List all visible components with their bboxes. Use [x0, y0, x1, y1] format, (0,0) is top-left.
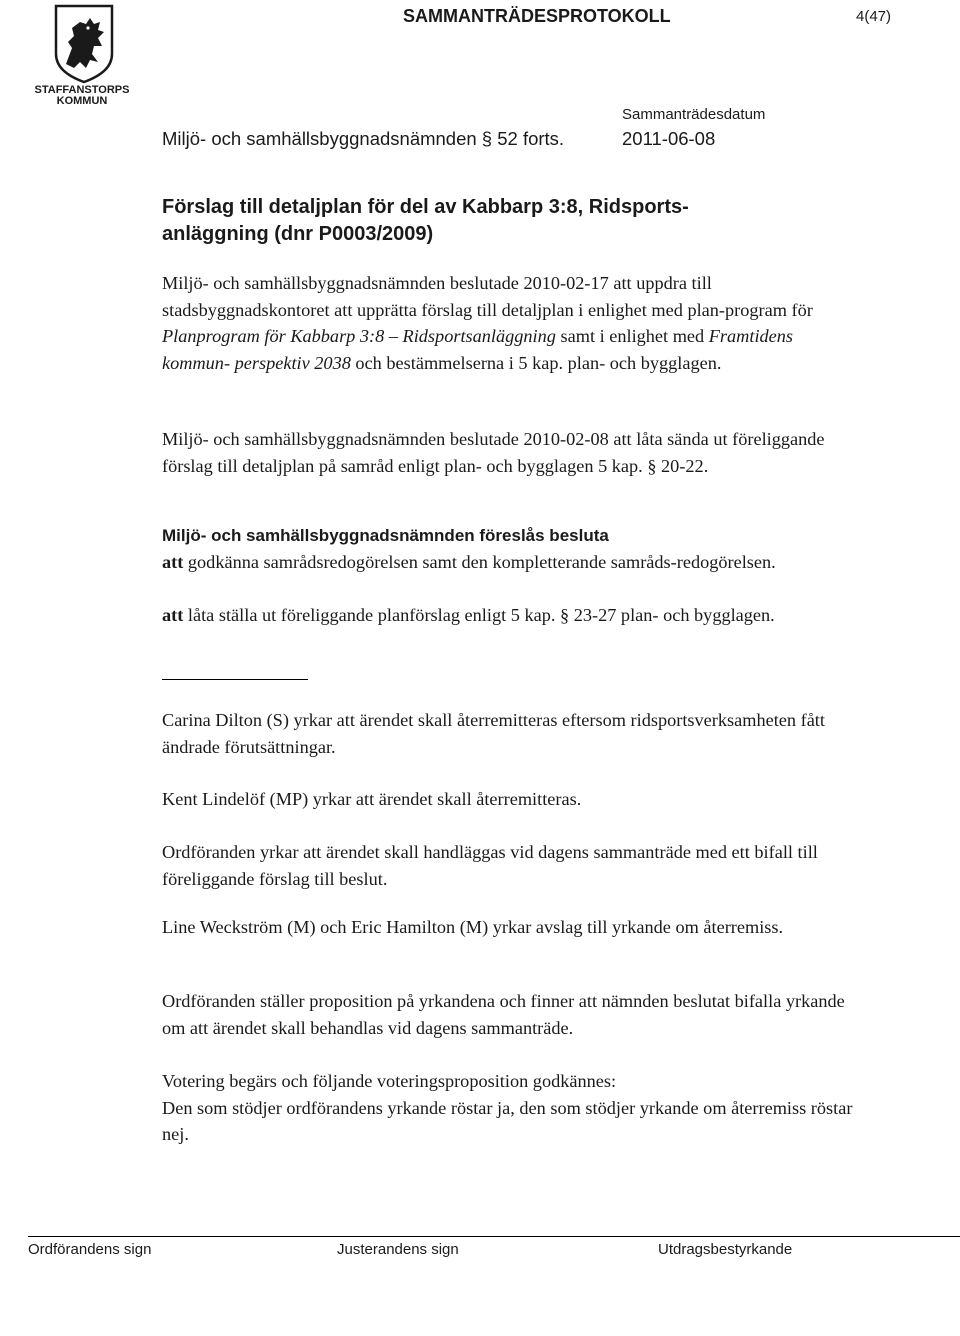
- meeting-date-label: Sammanträdesdatum: [622, 106, 766, 123]
- motion-paragraph: Kent Lindelöf (MP) yrkar att ärendet skall återremitteras.: [162, 789, 582, 809]
- section-divider: [162, 679, 308, 680]
- svg-text:STAFFANSTORPS: STAFFANSTORPS: [34, 84, 130, 96]
- proposal-text: godkänna samrådsredogörelsen samt den kompletterande samråds-redogörelsen.: [183, 552, 776, 572]
- meeting-date: 2011-06-08: [622, 128, 716, 149]
- voting-line-2: Den som stödjer ordförandens yrkande röstar ja, den som stödjer yrkande om återremiss röstar nej.: [162, 1097, 853, 1144]
- motion-paragraph: Line Weckström (M) och Eric Hamilton (M) yrkar avslag till yrkande om återremiss.: [162, 917, 784, 937]
- background-paragraph-2: Miljö- och samhällsbyggnadsnämnden beslutade 2010-02-08 att låta sända ut föreliggande förslag till detaljplan på samråd enligt plan- och bygglagen 5 kap. § 20-22.: [162, 429, 825, 476]
- plan-program-title: Planprogram för Kabbarp 3:8 – Ridsportsanläggning: [162, 326, 556, 346]
- proposal-heading: Miljö- och samhällsbyggnadsnämnden föreslås besluta: [162, 526, 609, 545]
- motion-paragraph: Ordföranden yrkar att ärendet skall handläggas vid dagens sammanträde med ett bifall till föreliggande förslag till beslut.: [162, 842, 818, 889]
- footer-divider: [28, 1236, 960, 1237]
- motion-paragraph: Carina Dilton (S) yrkar att ärendet skall återremitteras eftersom ridsportsverksamheten fått ändrade förutsättningar.: [162, 710, 825, 757]
- proposal-text: låta ställa ut föreliggande planförslag enligt 5 kap. § 23-27 plan- och bygglagen.: [183, 605, 775, 625]
- motion-paragraph: Ordföranden ställer proposition på yrkandena och finner att nämnden beslutat bifalla yrkande om att ärendet skall behandlas vid dagens sammanträde.: [162, 991, 845, 1038]
- adjuster-signature-label: Justerandens sign: [337, 1241, 459, 1258]
- proposal-keyword: att: [162, 552, 184, 572]
- case-heading: [162, 194, 882, 248]
- paragraph-text: Miljö- och samhällsbyggnadsnämnden beslutade 2010-02-17 att uppdra till stadsbyggnadskontoret att upprätta förslag till detaljplan i enlighet med plan-program för: [162, 273, 813, 320]
- paragraph-text: och bestämmelserna i 5 kap. plan- och bygglagen.: [350, 352, 722, 373]
- coat-of-arms-icon: [28, 2, 136, 106]
- paragraph-text: samt i enlighet med: [555, 326, 709, 346]
- svg-text:KOMMUN: KOMMUN: [56, 95, 108, 106]
- proposal-item: [162, 602, 862, 629]
- chair-signature-label: Ordförandens sign: [28, 1241, 152, 1258]
- proposal-item: [162, 549, 862, 576]
- voting-line-1: Votering begärs och följande voteringsproposition godkännes:: [162, 1071, 617, 1091]
- page-number: 4(47): [856, 8, 892, 25]
- case-heading-line-1: Förslag till detaljplan för del av Kabbarp 3:8, Ridsports-: [162, 196, 689, 218]
- vision-document-title: Framtidens kommun- perspektiv 2038: [162, 326, 794, 373]
- extract-certified-label: Utdragsbestyrkande: [658, 1241, 793, 1258]
- document-title: SAMMANTRÄDESPROTOKOLL: [403, 6, 671, 26]
- background-paragraph-1: [162, 270, 862, 376]
- committee-section-label: Miljö- och samhällsbyggnadsnämnden § 52 forts.: [162, 128, 565, 149]
- voting-paragraph: [162, 1068, 862, 1148]
- municipality-logo: [28, 2, 136, 106]
- case-heading-line-2: anläggning (dnr P0003/2009): [162, 223, 434, 245]
- proposal-keyword: att: [162, 605, 184, 625]
